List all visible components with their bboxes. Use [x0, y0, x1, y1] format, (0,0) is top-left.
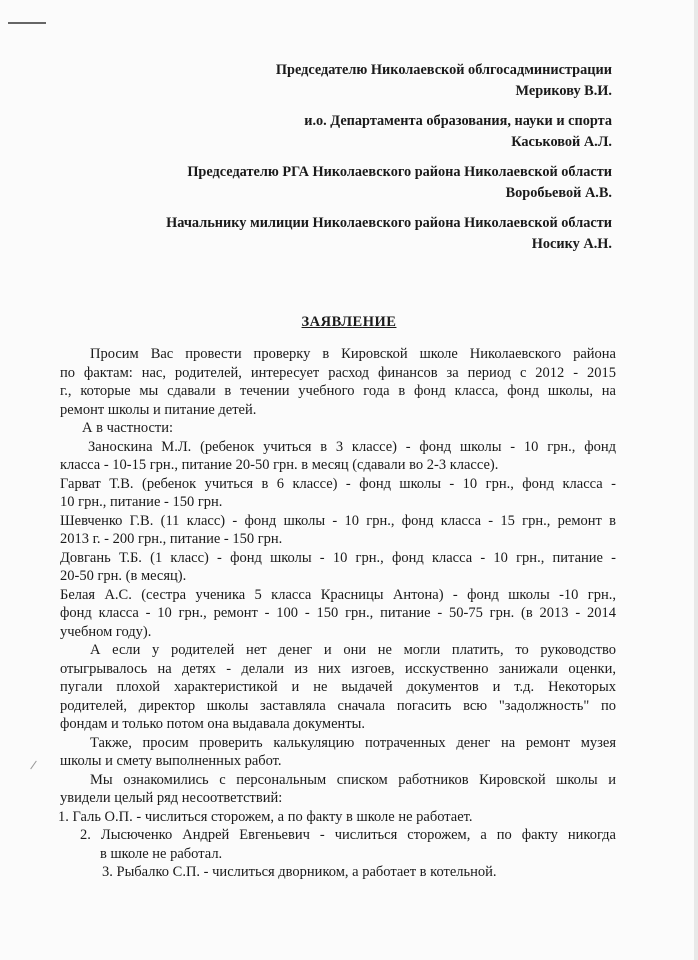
list-item: 1. Галь О.П. - числиться сторожем, а по факту в школе не работает. — [58, 808, 473, 825]
document-body — [60, 345, 616, 882]
text-line: А если у родителей нет денег и они не могли платить, то руководство — [90, 642, 616, 658]
text-line: Шевченко Г.В. (11 класс) - фонд школы - 10 грн., фонд класса - 15 грн., ремонт в — [60, 512, 616, 529]
addressee-2 — [52, 111, 612, 153]
addressee-name: Мерикову В.И. — [515, 83, 612, 99]
text-line: отыгрывалось на детях - делали из них изгоев, исскуственно занижали оценки, — [60, 660, 616, 677]
pen-mark — [30, 761, 37, 770]
addressee-name: Каськовой А.Л. — [511, 134, 612, 150]
addressee-line: Начальнику милиции Николаевского района Николаевской области — [166, 215, 612, 231]
text-line: класса - 10-15 грн., питание 20-50 грн. в месяц (сдавали во 2-3 классе). — [60, 457, 499, 473]
list-item: 2. Лысюченко Андрей Евгеньевич - числиться сторожем, а по факту никогда — [80, 827, 616, 843]
addressee-1 — [52, 60, 612, 102]
text-line: Довгань Т.Б. (1 класс) - фонд школы - 10 грн., фонд класса - 10 грн., питание - — [60, 549, 616, 566]
text-line: Мы ознакомились с персональным списком работников Кировской школы и — [90, 771, 616, 788]
document-title — [0, 314, 698, 331]
text-line: родителей, директор школы заставляла сначала погасить всю "задолжность" по — [60, 697, 616, 714]
addressee-line: Председателю РГА Николаевского района Николаевской области — [187, 164, 612, 180]
addressee-block — [52, 60, 612, 264]
text-line: пугали плохой характеристикой и не выдачей документов и т.д. Некоторых — [60, 679, 616, 695]
text-line: Просим Вас провести проверку в Кировской школе Николаевского района — [90, 346, 616, 362]
text-line: фондам и только потом она выдавала документы. — [60, 716, 365, 732]
text-line: увидели целый ряд несоответствий: — [60, 790, 283, 806]
addressee-3 — [52, 162, 612, 204]
text-line: г., которые мы сдавали в течении учебного года в фонд класса, фонд школы, на — [60, 383, 616, 399]
text-line: фонд класса - 10 грн., ремонт - 100 - 150 грн., питание - 50-75 грн. (в 2013 - 2014 — [60, 605, 616, 621]
text-line: учебном году). — [60, 623, 152, 640]
text-line: 2013 г. - 200 грн., питание - 150 грн. — [60, 531, 283, 547]
addressee-name: Воробьевой А.В. — [505, 185, 612, 201]
text-line: по фактам: нас, родителей, интересует расход финансов за период с 2012 - 2015 — [60, 364, 616, 381]
addressee-line: Председателю Николаевской облгосадминистрации — [275, 62, 612, 78]
text-line: школы и смету выполненных работ. — [60, 753, 282, 769]
addressee-4 — [52, 213, 612, 255]
text-line: ремонт школы и питание детей. — [60, 401, 257, 418]
addressee-name: Носику А.Н. — [531, 236, 612, 252]
text-line: 20-50 грн. (в месяц). — [60, 568, 187, 584]
text-line: Белая А.С. (сестра ученика 5 класса Красницы Антона) - фонд школы -10 грн., — [60, 586, 616, 603]
text-line: А в частности: — [82, 420, 174, 436]
list-item-continuation: в школе не работал. — [100, 845, 223, 862]
text-line: Гарват Т.В. (ребенок учиться в 6 классе) - фонд школы - 10 грн., фонд класса - — [60, 475, 616, 492]
list-item: 3. Рыбалко С.П. - числиться дворником, а работает в котельной. — [102, 864, 497, 880]
scan-edge — [694, 0, 698, 960]
text-line: Также, просим проверить калькуляцию потраченных денег на ремонт музея — [90, 734, 616, 751]
scan-mark — [8, 22, 46, 24]
document-title-text: ЗАЯВЛЕНИЕ — [301, 314, 397, 330]
text-line: 10 грн., питание - 150 грн. — [60, 494, 223, 510]
addressee-line: и.о. Департамента образования, науки и спорта — [304, 113, 612, 129]
text-line: Заноскина М.Л. (ребенок учиться в 3 классе) - фонд школы - 10 грн., фонд — [88, 438, 616, 455]
